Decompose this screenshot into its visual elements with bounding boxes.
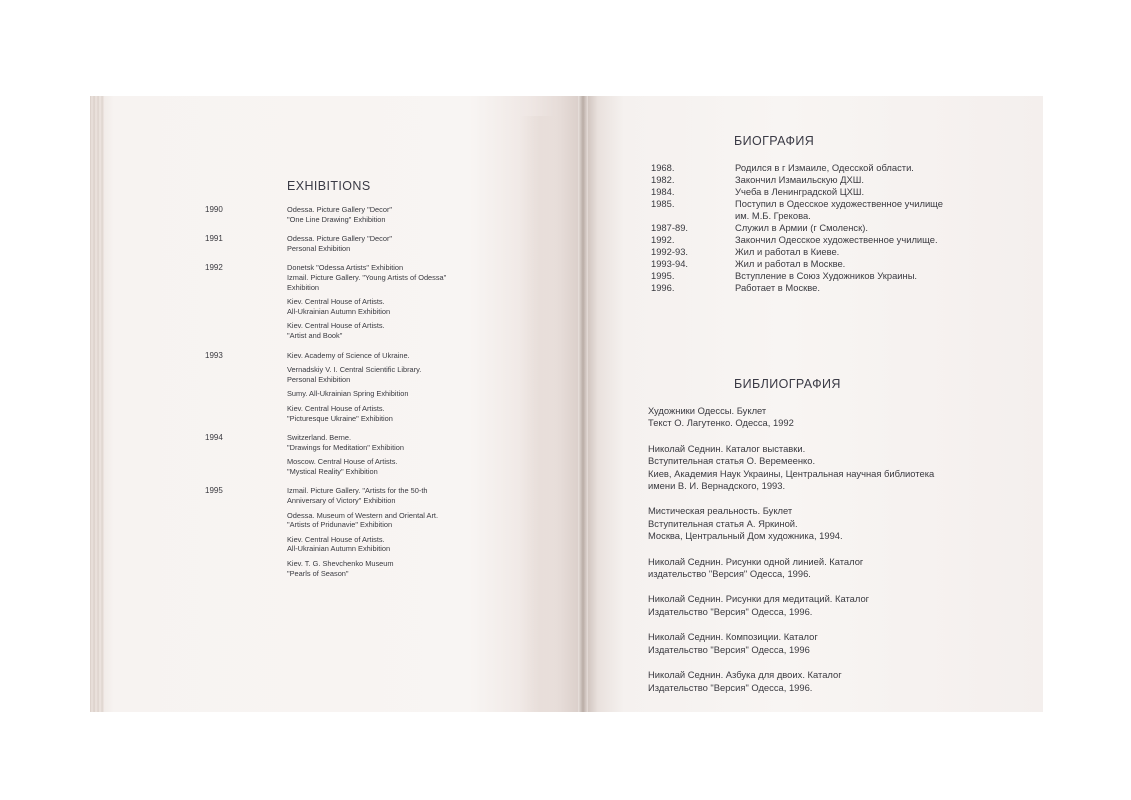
bibliography-line: Издательство "Версия" Одесса, 1996. xyxy=(648,681,813,693)
exhibition-entry-line: Switzerland. Berne. xyxy=(287,433,352,443)
exhibition-entry-line: Kiev. Academy of Science of Ukraine. xyxy=(287,350,410,360)
exhibition-entries xyxy=(287,433,505,476)
biography-text: Учеба в Ленинградской ЦХШ. xyxy=(735,186,865,197)
exhibition-year: 1991 xyxy=(205,234,223,244)
exhibition-entry-line: Moscow. Central House of Artists. xyxy=(287,457,398,467)
exhibition-entries xyxy=(287,205,505,224)
bibliography-line: Текст О. Лагутенко. Одесса, 1992 xyxy=(648,417,794,429)
biography-texts xyxy=(735,186,991,198)
bibliography-entry xyxy=(648,556,993,581)
biography-row xyxy=(651,186,991,198)
biography-year: 1992. xyxy=(651,234,675,245)
biography-row xyxy=(651,270,991,282)
bibliography-line: Издательство "Версия" Одесса, 1996. xyxy=(648,605,813,617)
bibliography-line: Николай Седнин. Композиции. Каталог xyxy=(648,631,818,643)
bibliography-line: Николай Седнин. Азбука для двоих. Каталог xyxy=(648,669,842,681)
biography-title: БИОГРАФИЯ xyxy=(734,134,815,148)
biography-row xyxy=(651,246,991,258)
exhibition-year-block xyxy=(205,486,505,578)
exhibition-entry-line: Odessa. Picture Gallery "Decor" xyxy=(287,205,393,214)
biography-row xyxy=(651,234,991,246)
biography-year: 1993-94. xyxy=(651,258,689,269)
exhibitions-title: EXHIBITIONS xyxy=(287,179,371,193)
exhibition-year: 1992 xyxy=(205,263,223,273)
exhibition-entry-line: Kiev. T. G. Shevchenko Museum xyxy=(287,559,394,569)
bibliography-entry xyxy=(648,631,993,656)
exhibition-year-block xyxy=(205,234,505,253)
exhibition-entry-line: Personal Exhibition xyxy=(287,374,351,384)
bibliography-line: Николай Седнин. Каталог выставки. xyxy=(648,442,806,454)
exhibition-entry-line: "Pearls of Season" xyxy=(287,568,349,578)
exhibition-entry xyxy=(287,234,505,253)
biography-text: Закончил Одесское художественное училище. xyxy=(735,234,938,245)
bibliography-entry xyxy=(648,505,993,542)
biography-text: Закончил Измаильскую ДХШ. xyxy=(735,174,864,185)
biography-year: 1996. xyxy=(651,282,675,293)
bibliography-entry xyxy=(648,405,993,430)
biography-texts xyxy=(735,246,991,258)
biography-text: Вступление в Союз Художников Украины. xyxy=(735,270,918,281)
exhibition-entries xyxy=(287,351,505,424)
biography-texts xyxy=(735,270,991,282)
biography-texts xyxy=(735,234,991,246)
exhibition-entry-line: "Mystical Reality" Exhibition xyxy=(287,466,378,476)
book-gutter xyxy=(578,96,588,712)
exhibition-year-block xyxy=(205,433,505,476)
exhibition-entry-line: "Drawings for Meditation" Exhibition xyxy=(287,442,404,452)
exhibition-year: 1990 xyxy=(205,205,223,214)
exhibition-entry xyxy=(287,535,505,554)
exhibition-year: 1994 xyxy=(205,433,223,443)
exhibition-entry-line: "Picturesque Ukraine" Exhibition xyxy=(287,413,393,423)
exhibition-entry xyxy=(287,486,505,505)
exhibition-entry-line: Kiev. Central House of Artists. xyxy=(287,321,385,331)
exhibition-year: 1993 xyxy=(205,350,223,360)
page-shadow-strip xyxy=(520,116,560,712)
exhibition-entries xyxy=(287,234,505,253)
exhibition-entry-line: All-Ukrainian Autumn Exhibition xyxy=(287,544,391,554)
biography-year: 1982. xyxy=(651,174,675,185)
exhibition-entry-line: Vernadskiy V. I. Central Scientific Library. xyxy=(287,365,422,375)
bibliography-entry xyxy=(648,443,993,493)
exhibition-year-block xyxy=(205,205,505,224)
bibliography-line: имени В. И. Вернадского, 1993. xyxy=(648,480,786,492)
biography-text: Жил и работал в Москве. xyxy=(735,258,846,269)
exhibition-entry-line: All-Ukrainian Autumn Exhibition xyxy=(287,306,391,316)
biography-row xyxy=(651,174,991,186)
biography-texts xyxy=(735,258,991,270)
exhibition-entry xyxy=(287,263,505,292)
biography-year: 1985. xyxy=(651,198,675,209)
biography-row xyxy=(651,282,991,294)
exhibition-entry xyxy=(287,321,505,340)
biography-texts xyxy=(735,282,991,294)
biography-texts xyxy=(735,222,991,234)
biography-row xyxy=(651,258,991,270)
exhibition-entry xyxy=(287,205,505,224)
biography-texts xyxy=(735,174,991,186)
biography-texts xyxy=(735,162,991,174)
exhibition-entry xyxy=(287,297,505,316)
exhibition-entry xyxy=(287,457,505,476)
bibliography-line: издательство "Версия" Одесса, 1996. xyxy=(648,568,811,580)
biography-texts xyxy=(735,198,991,222)
exhibition-entry-line: Kiev. Central House of Artists. xyxy=(287,534,385,544)
exhibition-entry-line: Donetsk "Odessa Artists" Exhibition xyxy=(287,263,404,273)
bibliography-line: Николай Седнин. Рисунки одной линией. Каталог xyxy=(648,555,864,567)
exhibition-year: 1995 xyxy=(205,486,223,496)
exhibition-entry-line: Kiev. Central House of Artists. xyxy=(287,297,385,307)
biography-text: Жил и работал в Киеве. xyxy=(735,246,840,257)
exhibition-entry xyxy=(287,389,505,399)
biography-year: 1987-89. xyxy=(651,222,689,233)
exhibition-year-block xyxy=(205,263,505,340)
biography-text: Служил в Армии (г Смоленск). xyxy=(735,222,868,233)
bibliography-line: Вступительная статья А. Яркиной. xyxy=(648,517,798,529)
biography-year: 1992-93. xyxy=(651,246,689,257)
exhibition-entry xyxy=(287,511,505,530)
biography-text: им. М.Б. Грекова. xyxy=(735,210,811,221)
bibliography-line: Издательство "Версия" Одесса, 1996 xyxy=(648,643,810,655)
bibliography-line: Художники Одессы. Буклет xyxy=(648,405,767,416)
bibliography-title: БИБЛИОГРАФИЯ xyxy=(734,377,841,391)
exhibition-entry-line: "One Line Drawing" Exhibition xyxy=(287,214,386,224)
bibliography-entry xyxy=(648,593,993,618)
exhibition-entries xyxy=(287,486,505,578)
bibliography-line: Николай Седнин. Рисунки для медитаций. Каталог xyxy=(648,593,870,605)
bibliography-list xyxy=(648,405,993,707)
bibliography-line: Мистическая реальность. Буклет xyxy=(648,505,793,517)
bibliography-entry xyxy=(648,669,993,694)
biography-year: 1984. xyxy=(651,186,675,197)
biography-text: Поступил в Одесское художественное училище xyxy=(735,198,944,209)
exhibition-entry xyxy=(287,351,505,361)
exhibition-entry-line: Sumy. All-Ukrainian Spring Exhibition xyxy=(287,389,409,399)
exhibitions-list xyxy=(205,205,505,588)
biography-text: Работает в Москве. xyxy=(735,282,820,293)
biography-year: 1968. xyxy=(651,162,675,173)
exhibition-entry-line: Odessa. Museum of Western and Oriental Art. xyxy=(287,510,439,520)
bibliography-line: Москва, Центральный Дом художника, 1994. xyxy=(648,530,843,542)
biography-text: Родился в г Измаиле, Одесской области. xyxy=(735,162,914,173)
bibliography-line: Вступительная статья О. Веремеенко. xyxy=(648,455,816,467)
exhibition-entry xyxy=(287,433,505,452)
exhibition-entry-line: "Artist and Book" xyxy=(287,330,343,340)
exhibition-entry-line: Anniversary of Victory" Exhibition xyxy=(287,496,396,506)
biography-list xyxy=(651,162,991,294)
exhibition-entries xyxy=(287,263,505,340)
biography-row xyxy=(651,222,991,234)
exhibition-entry-line: Izmail. Picture Gallery. "Young Artists of Odessa" xyxy=(287,272,447,282)
exhibition-entry xyxy=(287,559,505,578)
exhibition-year-block xyxy=(205,351,505,424)
biography-row xyxy=(651,198,991,222)
exhibition-entry-line: Kiev. Central House of Artists. xyxy=(287,403,385,413)
exhibition-entry xyxy=(287,404,505,423)
exhibition-entry-line: "Artists of Pridunavie" Exhibition xyxy=(287,520,393,530)
exhibition-entry-line: Izmail. Picture Gallery. "Artists for the 50-th xyxy=(287,486,428,496)
biography-year: 1995. xyxy=(651,270,675,281)
exhibition-entry-line: Odessa. Picture Gallery "Decor" xyxy=(287,234,393,244)
exhibition-entry xyxy=(287,365,505,384)
bibliography-line: Киев, Академия Наук Украины, Центральная научная библиотека xyxy=(648,467,935,479)
exhibition-entry-line: Exhibition xyxy=(287,282,320,292)
exhibition-entry-line: Personal Exhibition xyxy=(287,243,351,253)
biography-row xyxy=(651,162,991,174)
